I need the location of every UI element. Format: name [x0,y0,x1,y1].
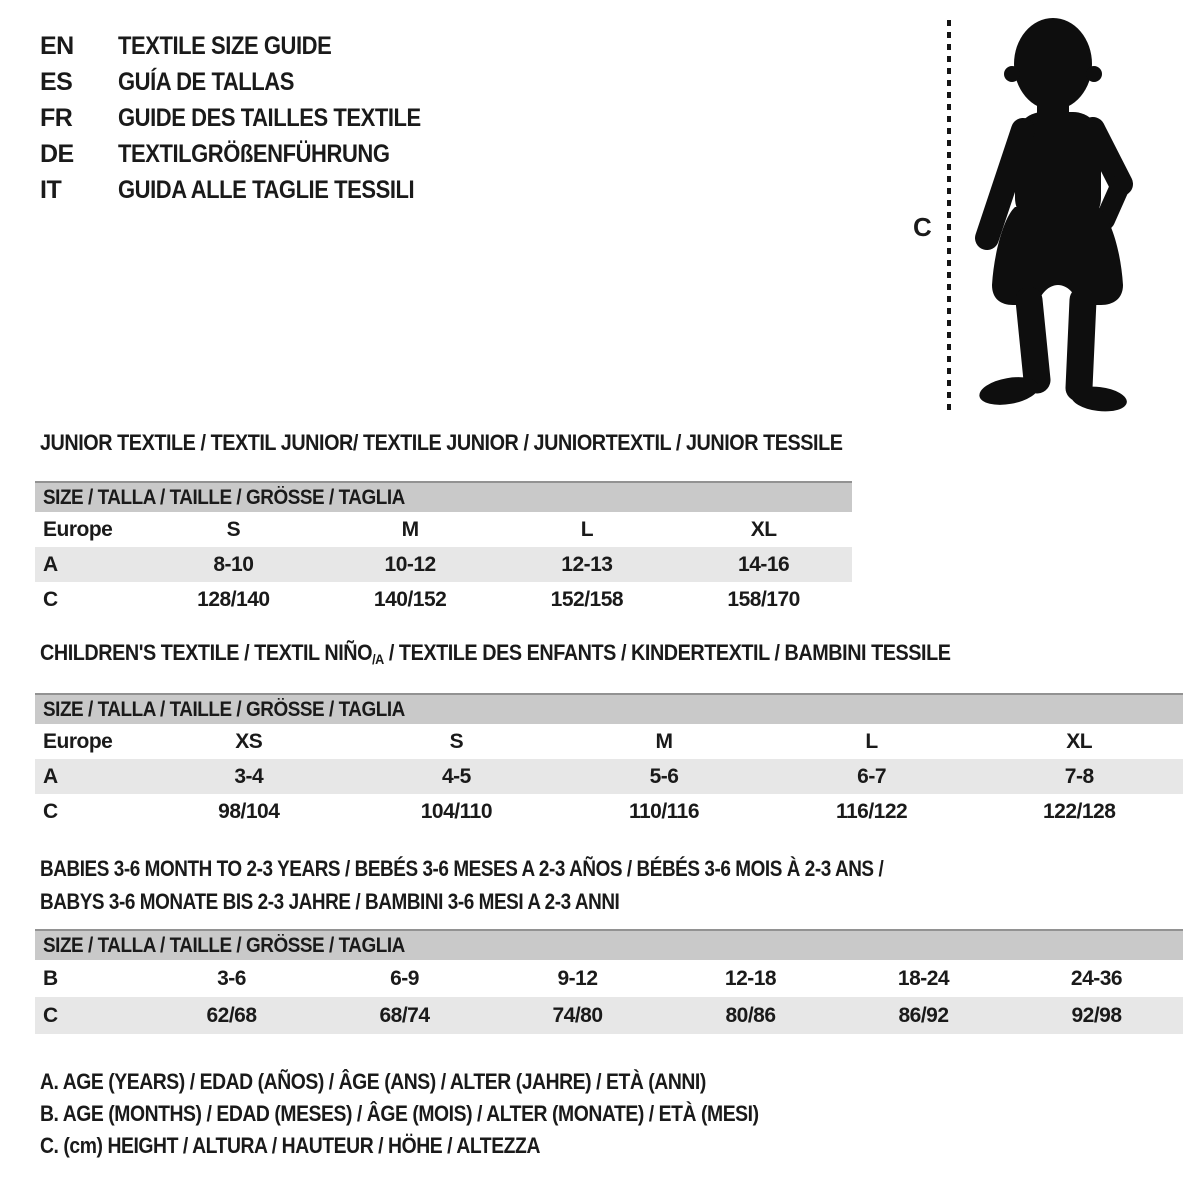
size-header-label: SIZE / TALLA / TAILLE / GRÖSSE / TAGLIA [43,485,405,509]
table-row [35,759,1183,794]
language-code: ES [40,67,73,96]
table-row [35,960,1183,997]
language-list [40,28,462,208]
row-label: C [43,1003,58,1027]
size-cell: 4-5 [441,764,471,788]
size-cell: 122/128 [1042,799,1116,823]
size-cell: 92/98 [1071,1003,1122,1027]
size-cell: 6-7 [857,764,887,788]
table-row [35,582,852,617]
babies-title-line2: BABYS 3-6 MONATE BIS 2-3 JAHRE / BAMBINI 3-6 MESI A 2-3 ANNI [40,889,620,914]
toddler-silhouette-shapes [977,18,1128,414]
size-cell: 74/80 [552,1003,603,1027]
language-row [40,64,462,100]
size-legend [40,1066,857,1162]
size-cell: 12-18 [724,966,777,990]
language-label: GUIDE DES TAILLES TEXTILE [118,103,421,132]
legend-line-a: A. AGE (YEARS) / EDAD (AÑOS) / ÂGE (ANS) / ALTER (JAHRE) / ETÀ (ANNI) [40,1069,706,1094]
table-row [35,724,1183,759]
size-cell: 9-12 [557,966,598,990]
junior-section-title: JUNIOR TEXTILE / TEXTIL JUNIOR/ TEXTILE JUNIOR / JUNIORTEXTIL / JUNIOR TESSILE [40,430,843,455]
children-section-title [40,640,1069,668]
size-cell: XL [1066,729,1093,753]
language-label: TEXTILE SIZE GUIDE [118,31,332,60]
section-childrens-textile [35,640,1183,829]
language-code: FR [40,103,73,132]
language-label: GUÍA DE TALLAS [118,67,294,96]
measure-label-c: C [913,212,932,242]
size-cell: 24-36 [1070,966,1123,990]
size-cell: 152/158 [550,587,624,611]
row-label: C [43,799,58,823]
table-row [35,794,1183,829]
size-header-label: SIZE / TALLA / TAILLE / GRÖSSE / TAGLIA [43,697,405,721]
size-cell: XL [750,517,777,541]
size-cell: 80/86 [725,1003,776,1027]
language-code: IT [40,175,62,204]
size-cell: 158/170 [727,587,800,611]
language-row [40,172,462,208]
row-label: A [43,552,58,576]
size-cell: 7-8 [1064,764,1094,788]
language-label: TEXTILGRÖßENFÜHRUNG [118,139,390,168]
size-header-band [35,929,1183,960]
size-cell: 98/104 [218,799,280,823]
language-row [40,136,462,172]
row-label: C [43,587,58,611]
size-header-band [35,693,1183,724]
row-label: A [43,764,58,788]
language-code: DE [40,139,74,168]
size-cell: 104/110 [420,799,493,823]
row-label: Europe [43,517,113,541]
size-cell: 18-24 [897,966,950,990]
size-cell: 110/116 [628,799,700,823]
size-cell: L [865,729,878,753]
babies-title-line1: BABIES 3-6 MONTH TO 2-3 YEARS / BEBÉS 3-6 MESES A 2-3 AÑOS / BÉBÉS 3-6 MOIS À 2-3 ANS / [40,856,884,881]
size-cell: S [449,729,464,753]
size-cell: 10-12 [384,552,436,576]
legend-line-b: B. AGE (MONTHS) / EDAD (MESES) / ÂGE (MOIS) / ALTER (MONATE) / ETÀ (MESI) [40,1101,759,1126]
size-cell: 68/74 [379,1003,430,1027]
height-figure [895,12,1175,422]
language-row [40,100,462,136]
table-row [35,512,852,547]
language-code: EN [40,31,74,60]
size-cell: XS [235,729,263,753]
language-row [40,28,462,64]
size-cell: S [226,517,241,541]
junior-size-table [35,481,852,617]
children-title-sub: /A [372,651,384,667]
children-title-prefix: CHILDREN'S TEXTILE / TEXTIL NIÑO [40,640,373,665]
size-cell: 6-9 [390,966,419,990]
children-title-suffix: / TEXTILE DES ENFANTS / KINDERTEXTIL / BAMBINI TESSILE [383,640,951,665]
language-label: GUIDA ALLE TAGLIE TESSILI [118,175,415,204]
size-cell: 12-13 [561,552,613,576]
size-cell: 8-10 [213,552,254,576]
section-junior-textile [35,430,852,617]
babies-size-table [35,929,1183,1034]
toddler-silhouette [965,14,1145,416]
section-babies-textile [35,852,1183,1034]
size-cell: 14-16 [738,552,790,576]
table-row [35,547,852,582]
size-cell: 128/140 [197,587,270,611]
children-size-table [35,693,1183,829]
size-cell: M [401,517,419,541]
size-cell: 3-6 [217,966,246,990]
row-label: B [43,966,58,990]
table-row [35,997,1183,1034]
size-cell: 116/122 [835,799,908,823]
size-cell: M [655,729,673,753]
row-label: Europe [43,729,113,753]
size-cell: 62/68 [206,1003,257,1027]
size-header-band [35,481,852,512]
size-cell: 140/152 [373,587,447,611]
size-cell: 5-6 [649,764,679,788]
babies-section-title [40,852,1023,918]
size-cell: 3-4 [234,764,264,788]
height-measure-dashed-line [947,20,951,412]
size-cell: 86/92 [898,1003,949,1027]
size-cell: L [580,517,594,541]
legend-line-c: C. (cm) HEIGHT / ALTURA / HAUTEUR / HÖHE / ALTEZZA [40,1133,540,1158]
size-header-label: SIZE / TALLA / TAILLE / GRÖSSE / TAGLIA [43,933,405,957]
